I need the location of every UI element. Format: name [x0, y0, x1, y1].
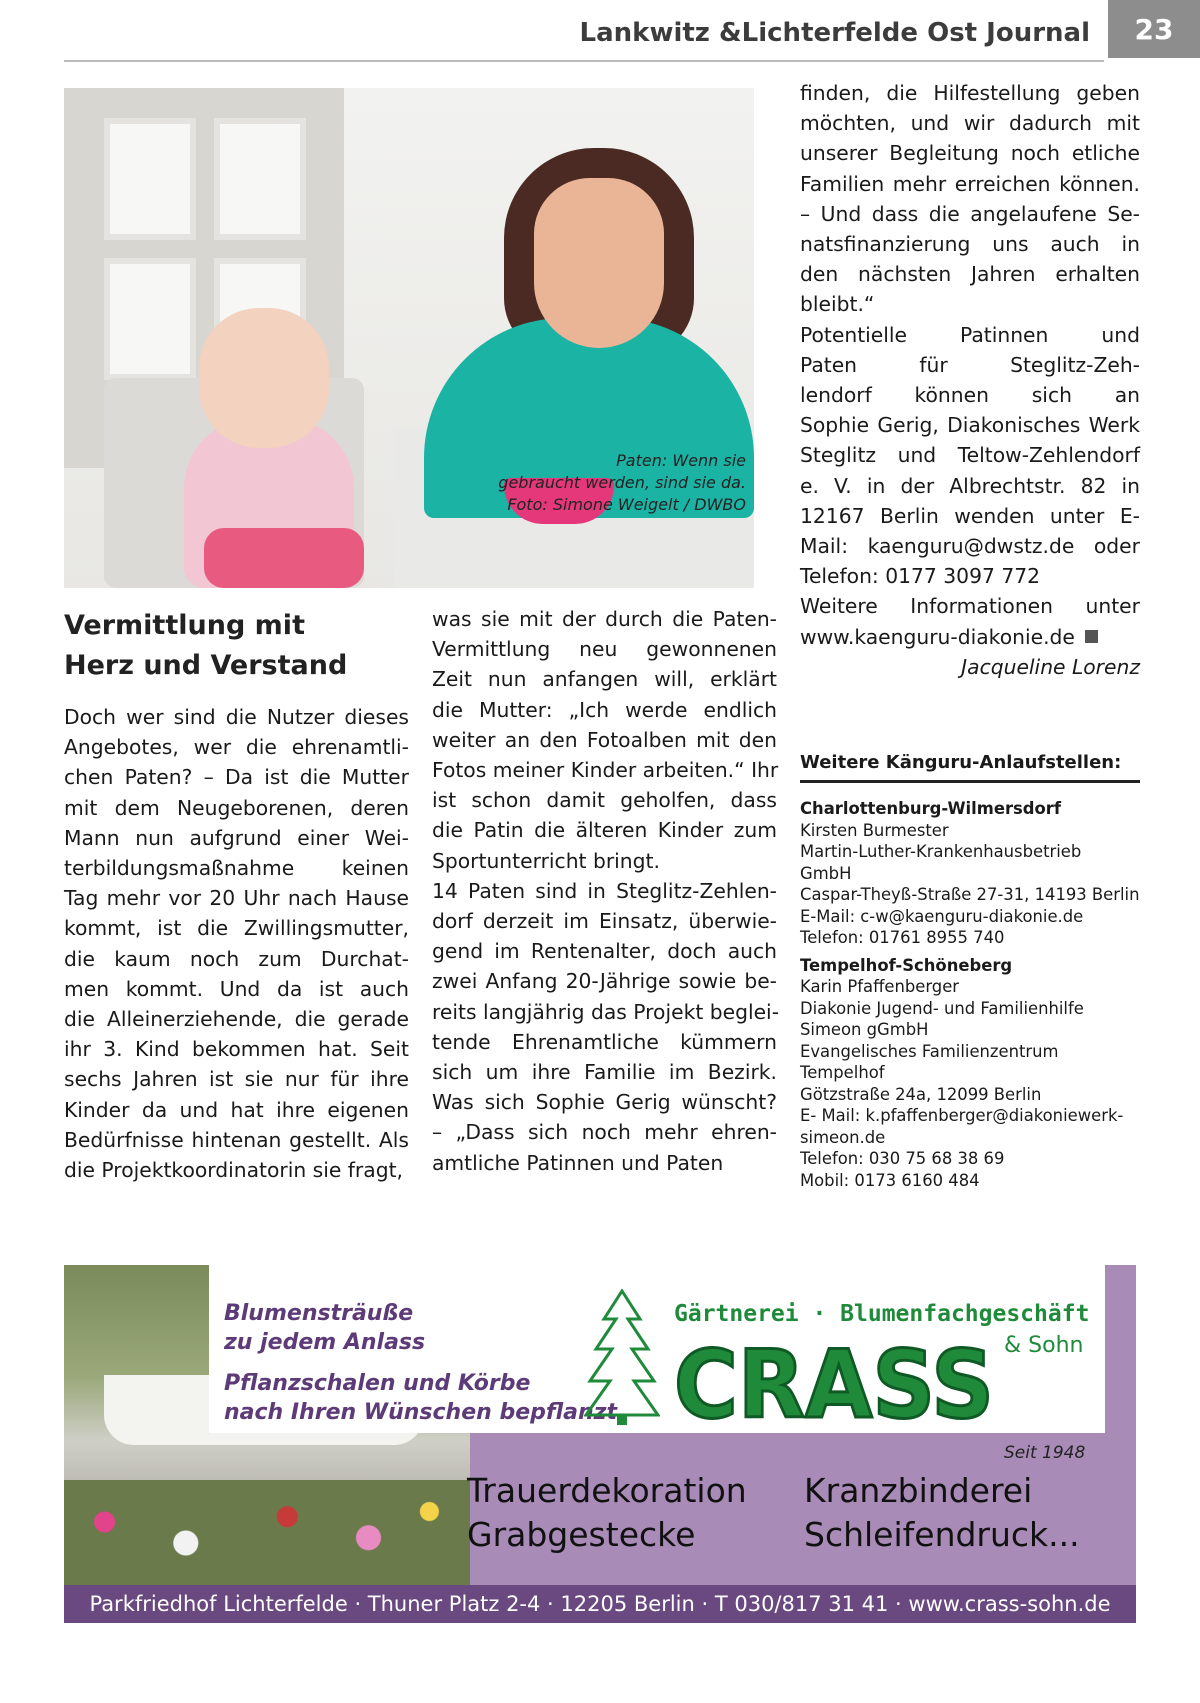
text-line: zwei Anfang 20-Jährige sowie be- — [432, 969, 777, 994]
text-line: Familien mehr erreichen können. — [800, 171, 1140, 196]
contact-region: Charlottenburg-Wilmersdorf — [800, 799, 1062, 818]
text-line: 14 Paten sind in Steglitz-Zehlen- — [432, 878, 777, 903]
article-author-line — [800, 652, 1140, 682]
service-line: Trauerdekoration — [467, 1471, 747, 1510]
text-line: Vermittlung neu gewonnenen — [432, 637, 777, 662]
caption-line: Paten: Wenn sie — [616, 451, 746, 470]
contact-line: Götzstraße 24a, 12099 Berlin — [800, 1084, 1042, 1104]
text-line: bleibt.“ — [800, 292, 875, 317]
text-line: den nächsten Jahren erhalten — [800, 262, 1140, 287]
text-line: weiter an den Fotoalben mit den — [432, 727, 777, 752]
kanguru-contact — [800, 955, 1145, 1192]
text-line: chen Paten? – Da ist die Mutter — [64, 765, 409, 790]
text-line: Bedürfnisse hintenan gestellt. Als — [64, 1127, 409, 1152]
text-line: – „Dass sich noch mehr ehren- — [432, 1120, 777, 1145]
text-line: finden, die Hilfestellung geben — [800, 81, 1140, 105]
text-line: reits langjährig das Projekt beglei- — [432, 999, 780, 1024]
flower-display — [64, 1480, 470, 1585]
contact-region: Tempelhof-Schöneberg — [800, 955, 1013, 975]
text-line: Zeit nun anfangen will, erklärt — [432, 667, 777, 692]
text-line: Mann nun aufgrund einer Wei- — [64, 825, 409, 850]
caption-line: Foto: Simone Weigelt / DWBO — [507, 495, 746, 514]
text-line: terbildungsmaßnahme keinen — [64, 856, 409, 881]
text-line: Sportunterricht bringt. — [432, 848, 660, 873]
text-line: Weitere Informationen unter — [800, 594, 1140, 619]
ad-footer-address: Parkfriedhof Lichterfelde · Thuner Platz 2-4 · 12205 Berlin · T 030/817 31 41 · www.crass-sohn.de — [64, 1585, 1136, 1623]
contact-line: E-Mail: c-w@kaenguru-diakonie.de — [800, 906, 1084, 926]
tree-icon — [584, 1289, 660, 1427]
contact-line: Kirsten Burmester — [800, 820, 949, 840]
text-line: Sophie Gerig, Diakonisches Werk — [800, 413, 1140, 438]
article-heading — [64, 606, 404, 686]
contact-line: Mobil: 0173 6160 484 — [800, 1170, 980, 1190]
slogan-line: zu jedem Anlass — [224, 1330, 426, 1355]
text-line: Was sich Sophie Gerig wünscht? — [432, 1090, 777, 1115]
text-line: Steglitz und Teltow-Zehlendorf — [800, 443, 1140, 468]
text-line: tende Ehrenamtliche kümmern — [432, 1029, 777, 1054]
kanguru-contact — [800, 798, 1145, 949]
photo-door-pane — [214, 118, 306, 240]
contact-line: Telefon: 030 75 68 38 69 — [800, 1149, 1005, 1168]
ad-since: Seit 1948 — [1004, 1443, 1086, 1463]
text-line: lendorf können sich an — [800, 383, 1140, 408]
crass-advertisement — [64, 1265, 1136, 1623]
text-line: Tag mehr vor 20 Uhr nach Hause — [64, 886, 409, 911]
photo-door-pane — [104, 118, 196, 240]
text-line: amtliche Patinnen und Paten — [432, 1150, 724, 1175]
text-line: mit dem Neugeborenen, deren — [64, 795, 409, 820]
text-line: – Und dass die angelaufene Se- — [800, 201, 1140, 226]
contact-line: Evangelisches Familienzentrum — [800, 1041, 1059, 1061]
photo-caption — [420, 450, 746, 516]
text-line: die Mutter: „Ich werde endlich — [432, 697, 777, 722]
text-line: sechs Jahren ist sie nur für ihre — [64, 1067, 409, 1092]
text-line: die kaum noch zum Durchat- — [64, 946, 409, 971]
photo-baby-head — [199, 308, 329, 448]
ad-service-wreath — [804, 1469, 1080, 1557]
text-line: men kommt. Und da ist auch — [64, 976, 409, 1001]
service-line: Grabgestecke — [467, 1515, 696, 1554]
end-of-article-icon — [1085, 630, 1098, 643]
slogan-line: Blumensträuße — [224, 1301, 414, 1326]
text-line: Angebotes, wer die ehrenamtli- — [64, 735, 409, 760]
text-line: Fotos meiner Kinder arbeiten.“ Ihr — [432, 758, 779, 783]
ad-service-mourning — [467, 1469, 747, 1557]
text-line: möchten, und wir dadurch mit — [800, 111, 1140, 136]
ad-sohn: & Sohn — [1004, 1333, 1084, 1358]
text-line: gend im Rentenalter, doch auch — [432, 939, 777, 964]
text-line: 12167 Berlin wenden unter E- — [800, 503, 1140, 528]
text-line: die Projektkoordinatorin sie fragt, — [64, 1158, 403, 1183]
heading-line: Vermittlung mit — [64, 610, 305, 641]
contact-line: E- Mail: k.pfaffenberger@diakoniewerk- — [800, 1106, 1124, 1125]
text-line: dorf derzeit im Einsatz, überwie- — [432, 909, 777, 934]
photo-door-pane — [104, 258, 196, 380]
article-column-left — [64, 702, 409, 1185]
kanguru-contacts — [800, 798, 1145, 1197]
text-line: Telefon: 0177 3097 772 — [800, 564, 1041, 589]
ad-tagline: Gärtnerei · Blumenfachgeschäft — [674, 1301, 1090, 1327]
contact-line: simeon.de — [800, 1127, 886, 1147]
photo-woman-face — [534, 178, 664, 348]
article-author: Jacqueline Lorenz — [961, 654, 1140, 679]
service-line: Schleifendruck... — [804, 1515, 1080, 1554]
text-line: www.kaenguru-diakonie.de — [800, 622, 1140, 652]
slogan-line: Pflanzschalen und Körbe — [224, 1371, 531, 1396]
text-line: sich um ihre Familie im Bezirk. — [432, 1060, 777, 1085]
text-line: Mail: kaenguru@dwstz.de oder — [800, 534, 1140, 559]
slogan-gap — [224, 1357, 624, 1369]
heading-line: Herz und Verstand — [64, 650, 348, 681]
text-line: Potentielle Patinnen und — [800, 322, 1140, 347]
text-line: unserer Begleitung noch etliche — [800, 141, 1140, 166]
text-line: Kinder da und hat ihre eigenen — [64, 1097, 409, 1122]
article-column-middle — [432, 604, 780, 1178]
contact-line: Diakonie Jugend- und Familienhilfe — [800, 998, 1084, 1018]
page-number: 23 — [1108, 0, 1200, 58]
text-line: was sie mit der durch die Paten- — [432, 607, 777, 631]
text-line: e. V. in der Albrechtstr. 82 in — [800, 473, 1140, 498]
service-line: Kranzbinderei — [804, 1471, 1033, 1510]
ad-slogan — [224, 1299, 624, 1427]
text-line: Doch wer sind die Nutzer dieses — [64, 705, 409, 729]
svg-text:CRASS: CRASS — [674, 1331, 994, 1429]
photo-baby-pants — [204, 528, 364, 588]
kanguru-title: Weitere Känguru-Anlaufstellen: — [800, 752, 1140, 783]
caption-line: gebraucht werden, sind sie da. — [498, 473, 746, 492]
text-line: die Alleinerziehende, die gerade — [64, 1007, 409, 1032]
text-line: kommt, ist die Zwillingsmutter, — [64, 916, 409, 941]
contact-line: Caspar-Theyß-Straße 27-31, 14193 Berlin — [800, 885, 1140, 904]
text-line: natsfinanzierung uns auch in — [800, 232, 1140, 257]
contact-line: GmbH — [800, 863, 852, 883]
header-divider — [64, 60, 1104, 62]
text-line: die Patin die älteren Kinder zum — [432, 818, 777, 843]
journal-title: Lankwitz &Lichterfelde Ost Journal — [579, 18, 1090, 48]
contact-line: Martin-Luther-Krankenhausbetrieb — [800, 842, 1082, 861]
slogan-line: nach Ihren Wünschen bepflanzt — [224, 1400, 618, 1425]
text-line: ist schon damit geholfen, dass — [432, 788, 777, 813]
contact-line: Telefon: 01761 8955 740 — [800, 928, 1005, 947]
contact-line: Tempelhof — [800, 1063, 885, 1082]
text-line: ihr 3. Kind bekommen hat. Seit — [64, 1037, 409, 1062]
contact-line: Simeon gGmbH — [800, 1020, 929, 1039]
text-line: Paten für Steglitz-Zeh- — [800, 352, 1140, 377]
article-column-right — [800, 78, 1140, 682]
contact-line: Karin Pfaffenberger — [800, 977, 960, 996]
